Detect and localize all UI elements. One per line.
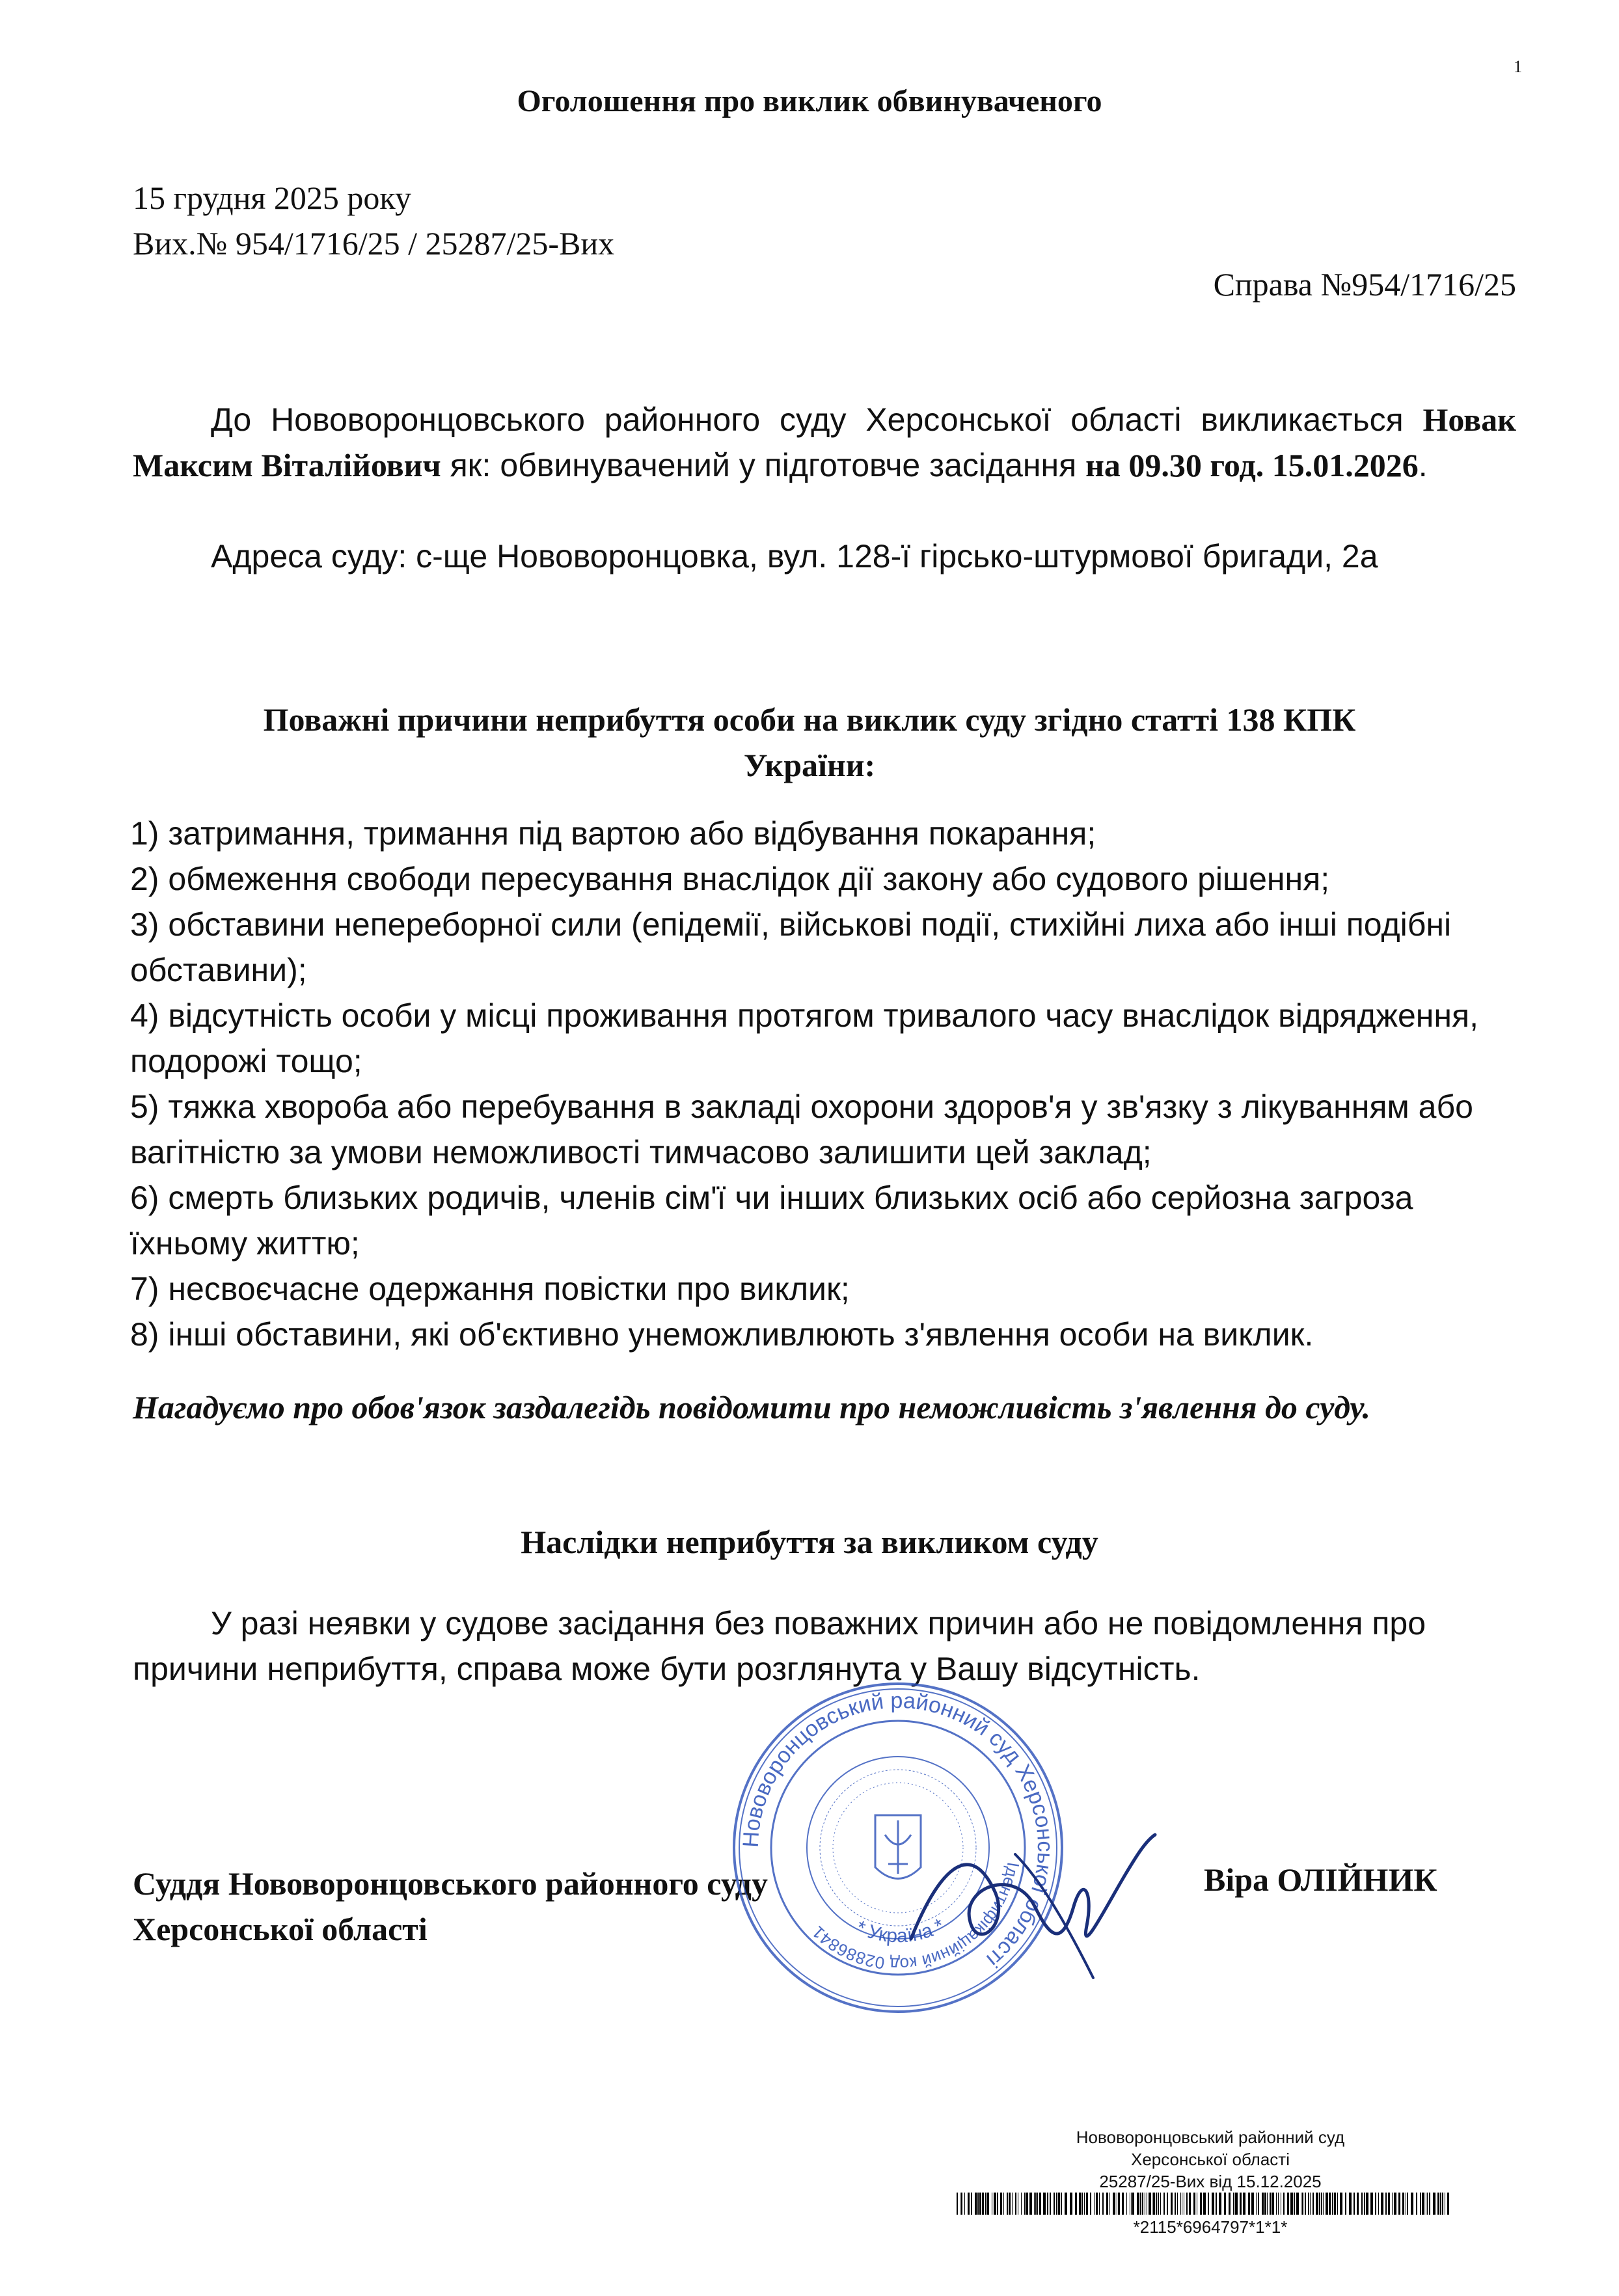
barcode-bar bbox=[1050, 2193, 1051, 2215]
barcode-bar bbox=[1276, 2193, 1277, 2215]
barcode-bar bbox=[1290, 2193, 1293, 2215]
barcode-bar bbox=[1381, 2193, 1383, 2215]
list-item: 2) обмеження свободи пересування внаслідок дії закону або судового рішення; bbox=[130, 861, 1330, 897]
barcode-bar bbox=[1153, 2193, 1155, 2215]
barcode-bar bbox=[1021, 2193, 1022, 2215]
barcode-bar bbox=[1149, 2193, 1151, 2215]
barcode-bar bbox=[1294, 2193, 1295, 2215]
barcode-bar bbox=[1326, 2193, 1328, 2215]
reasons-heading-line1: Поважні причини неприбуття особи на виклик суду згідно статті 138 КПК bbox=[263, 701, 1356, 738]
barcode-bar bbox=[1082, 2193, 1083, 2215]
reasons-list bbox=[130, 811, 1529, 1357]
defendant-name: Новак Максим Віталійович bbox=[133, 401, 1516, 483]
barcode-bar bbox=[1075, 2193, 1077, 2215]
barcode-bar bbox=[1137, 2193, 1139, 2215]
barcode-bar bbox=[1364, 2193, 1365, 2215]
hearing-time: на 09.30 год. 15.01.2026 bbox=[1085, 447, 1419, 483]
barcode-bar bbox=[961, 2193, 962, 2215]
barcode-bar bbox=[1319, 2193, 1320, 2215]
barcode-bar bbox=[1132, 2193, 1134, 2215]
barcode-bar bbox=[975, 2193, 977, 2215]
page-number: 1 bbox=[1514, 57, 1522, 76]
outgoing-number: Вих.№ 954/1716/25 / 25287/25-Вих bbox=[133, 225, 615, 262]
barcode-bar bbox=[1354, 2193, 1355, 2215]
barcode-bar bbox=[1392, 2193, 1393, 2215]
barcode-bar bbox=[1140, 2193, 1141, 2215]
judge-name: Віра ОЛІЙНИК bbox=[1204, 1861, 1437, 1898]
barcode-bar bbox=[1189, 2193, 1191, 2215]
barcode-bar bbox=[1160, 2193, 1161, 2215]
barcode-bar bbox=[1079, 2193, 1081, 2215]
consequences-text: У разі неявки у судове засідання без поважних причин або не повідомлення про причини неприбуття, справа може бути розглянута у Вашу відсутність. bbox=[133, 1605, 1426, 1687]
barcode-bar bbox=[1200, 2193, 1202, 2215]
barcode-bar bbox=[968, 2193, 970, 2215]
footer-court: Нововоронцовський районний суд bbox=[1076, 2127, 1345, 2147]
barcode-bar bbox=[1243, 2193, 1245, 2215]
barcode-bar bbox=[1224, 2193, 1226, 2215]
barcode-bar bbox=[1329, 2193, 1331, 2215]
barcode-bar bbox=[1287, 2193, 1289, 2215]
barcode-bar bbox=[1113, 2193, 1115, 2215]
barcode-bar bbox=[1003, 2193, 1004, 2215]
barcode-bar bbox=[1267, 2193, 1268, 2215]
seal-outer-text: Нововоронцовський районний суд Херсонської області bbox=[738, 1688, 1058, 1973]
barcode-bar bbox=[1366, 2193, 1368, 2215]
footer-registration: 25287/25-Вих від 15.12.2025 bbox=[1099, 2172, 1322, 2191]
barcode-bar bbox=[1402, 2193, 1404, 2215]
barcode-bar bbox=[1440, 2193, 1441, 2215]
document-title: Оголошення про виклик обвинуваченого bbox=[517, 84, 1102, 118]
barcode-bar bbox=[1203, 2193, 1206, 2215]
barcode-bar bbox=[1370, 2193, 1373, 2215]
barcode-bar bbox=[1029, 2193, 1032, 2215]
barcode-bar bbox=[997, 2193, 998, 2215]
barcode-bar bbox=[1065, 2193, 1067, 2215]
judge-position-line1: Суддя Нововоронцовського районного суду bbox=[133, 1865, 768, 1902]
list-item: 1) затримання, тримання під вартою або відбування покарання; bbox=[130, 815, 1096, 852]
barcode-bar bbox=[1084, 2193, 1085, 2215]
barcode-bar bbox=[1094, 2193, 1095, 2215]
barcode-bar bbox=[1026, 2193, 1028, 2215]
barcode bbox=[957, 2193, 1451, 2215]
barcode-bar bbox=[1310, 2193, 1311, 2215]
barcode-bar bbox=[1109, 2193, 1110, 2215]
barcode-bar bbox=[1321, 2193, 1322, 2215]
list-item: 6) смерть близьких родичів, членів сім'ї чи інших близьких осіб або серйозна загроза їхньому життю; bbox=[130, 1180, 1413, 1262]
barcode-bar bbox=[1056, 2193, 1057, 2215]
barcode-number: *2115*6964797*1*1* bbox=[1133, 2217, 1288, 2237]
barcode-bar bbox=[1357, 2193, 1359, 2215]
footer-region: Херсонської області bbox=[1131, 2150, 1290, 2169]
seal-bottom-text: * Україна * bbox=[852, 1914, 948, 1947]
barcode-bar bbox=[1126, 2193, 1127, 2215]
court-address: Адреса суду: с-ще Нововоронцовка, вул. 128-ї гірсько-штурмової бригади, 2а bbox=[211, 538, 1378, 574]
barcode-bar bbox=[1035, 2193, 1037, 2215]
barcode-bar bbox=[1437, 2193, 1439, 2215]
barcode-bar bbox=[971, 2193, 972, 2215]
barcode-bar bbox=[1447, 2193, 1449, 2215]
barcode-bar bbox=[1186, 2193, 1188, 2215]
barcode-bar bbox=[1313, 2193, 1314, 2215]
barcode-bar bbox=[1158, 2193, 1159, 2215]
barcode-bar bbox=[1305, 2193, 1306, 2215]
consequences-heading: Наслідки неприбуття за викликом суду bbox=[521, 1524, 1098, 1560]
barcode-bar bbox=[1156, 2193, 1157, 2215]
summons-paragraph bbox=[133, 397, 1516, 488]
barcode-bar bbox=[957, 2193, 958, 2215]
barcode-bar bbox=[1086, 2193, 1088, 2215]
barcode-bar bbox=[1388, 2193, 1390, 2215]
barcode-bar bbox=[1090, 2193, 1091, 2215]
barcode-bar bbox=[1212, 2193, 1214, 2215]
barcode-bar bbox=[994, 2193, 996, 2215]
case-number: Справа №954/1716/25 bbox=[1213, 266, 1516, 303]
seal-inner-text: Ідентифікаційний код 02886841 bbox=[808, 1861, 1024, 1975]
barcode-bar bbox=[1037, 2193, 1038, 2215]
barcode-bar bbox=[1394, 2193, 1396, 2215]
barcode-bar bbox=[1420, 2193, 1421, 2215]
summons-intro: До Нововоронцовського районного суду Херсонської області викликається bbox=[211, 401, 1404, 438]
barcode-bar bbox=[1175, 2193, 1176, 2215]
barcode-bar bbox=[1118, 2193, 1120, 2215]
barcode-bar bbox=[1047, 2193, 1048, 2215]
barcode-bar bbox=[1007, 2193, 1008, 2215]
barcode-bar bbox=[1034, 2193, 1035, 2215]
barcode-bar bbox=[1177, 2193, 1178, 2215]
barcode-bar bbox=[1332, 2193, 1333, 2215]
barcode-bar bbox=[1106, 2193, 1108, 2215]
summons-role: як: обвинувачений у підготовче засідання bbox=[441, 447, 1086, 483]
barcode-bar bbox=[1208, 2193, 1209, 2215]
barcode-bar bbox=[1407, 2193, 1408, 2215]
list-item: 3) обставини непереборної сили (епідемії, військові події, стихійні лиха або інші подібні обставини); bbox=[130, 906, 1452, 988]
barcode-bar bbox=[1058, 2193, 1060, 2215]
barcode-bar bbox=[1270, 2193, 1271, 2215]
barcode-bar bbox=[1433, 2193, 1435, 2215]
barcode-bar bbox=[1262, 2193, 1264, 2215]
barcode-bar bbox=[1416, 2193, 1417, 2215]
barcode-bar bbox=[1442, 2193, 1443, 2215]
barcode-bar bbox=[1233, 2193, 1234, 2215]
barcode-bar bbox=[1316, 2193, 1318, 2215]
barcode-bar bbox=[1251, 2193, 1254, 2215]
barcode-bar bbox=[964, 2193, 965, 2215]
barcode-bar bbox=[1258, 2193, 1259, 2215]
barcode-bar bbox=[1334, 2193, 1336, 2215]
barcode-bar bbox=[1009, 2193, 1011, 2215]
barcode-bar bbox=[1264, 2193, 1266, 2215]
barcode-bar bbox=[1024, 2193, 1026, 2215]
barcode-bar bbox=[1180, 2193, 1181, 2215]
barcode-bar bbox=[1102, 2193, 1104, 2215]
barcode-bar bbox=[1248, 2193, 1250, 2215]
barcode-bar bbox=[1323, 2193, 1324, 2215]
judge-position bbox=[133, 1861, 768, 1952]
barcode-bar bbox=[1429, 2193, 1430, 2215]
barcode-bar bbox=[1015, 2193, 1016, 2215]
barcode-bar bbox=[1378, 2193, 1379, 2215]
barcode-bar bbox=[1099, 2193, 1100, 2215]
barcode-bar bbox=[1000, 2193, 1002, 2215]
barcode-bar bbox=[1398, 2193, 1400, 2215]
barcode-bar bbox=[1061, 2193, 1062, 2215]
barcode-bar bbox=[1240, 2193, 1242, 2215]
barcode-bar bbox=[1039, 2193, 1041, 2215]
list-item: 5) тяжка хвороба або перебування в закладі охорони здоров'я у зв'язку з лікуванням або вагітністю за умови неможливості тимчасово залишити цей заклад; bbox=[130, 1088, 1473, 1170]
barcode-bar bbox=[1216, 2193, 1217, 2215]
barcode-bar bbox=[1283, 2193, 1285, 2215]
barcode-bar bbox=[1349, 2193, 1352, 2215]
barcode-bar bbox=[986, 2193, 989, 2215]
barcode-bar bbox=[982, 2193, 984, 2215]
barcode-bar bbox=[1278, 2193, 1279, 2215]
barcode-bar bbox=[1308, 2193, 1309, 2215]
barcode-bar bbox=[1345, 2193, 1346, 2215]
barcode-bar bbox=[1235, 2193, 1238, 2215]
barcode-bar bbox=[1427, 2193, 1428, 2215]
barcode-bar bbox=[1070, 2193, 1072, 2215]
barcode-bar bbox=[985, 2193, 986, 2215]
barcode-bar bbox=[1163, 2193, 1165, 2215]
barcode-bar bbox=[1142, 2193, 1143, 2215]
barcode-bar bbox=[1193, 2193, 1195, 2215]
barcode-bar bbox=[1302, 2193, 1303, 2215]
barcode-bar bbox=[1229, 2193, 1231, 2215]
barcode-bar bbox=[1131, 2193, 1132, 2215]
barcode-bar bbox=[1385, 2193, 1387, 2215]
barcode-bar bbox=[1122, 2193, 1124, 2215]
barcode-bar bbox=[1361, 2193, 1363, 2215]
list-item: 4) відсутність особи у місці проживання протягом тривалого часу внаслідок відрядження, подорожі тощо; bbox=[130, 997, 1478, 1079]
document-date: 15 грудня 2025 року bbox=[133, 180, 411, 216]
reasons-heading-line2: України: bbox=[743, 747, 876, 783]
barcode-bar bbox=[1219, 2193, 1221, 2215]
barcode-bar bbox=[1411, 2193, 1413, 2215]
barcode-bar bbox=[1337, 2193, 1338, 2215]
barcode-bar bbox=[1272, 2193, 1274, 2215]
judge-position-line2: Херсонської області bbox=[133, 1911, 428, 1947]
barcode-bar bbox=[1167, 2193, 1168, 2215]
barcode-bar bbox=[1171, 2193, 1173, 2215]
reminder-text: Нагадуємо про обов'язок заздалегідь повідомити про неможливість з'явлення до суду. bbox=[133, 1389, 1370, 1425]
list-item: 8) інші обставини, які об'єктивно унеможливлюють з'явлення особи на виклик. bbox=[130, 1316, 1314, 1353]
barcode-bar bbox=[1096, 2193, 1098, 2215]
barcode-bar bbox=[979, 2193, 981, 2215]
barcode-bar bbox=[1422, 2193, 1424, 2215]
barcode-bar bbox=[1054, 2193, 1055, 2215]
list-item: 7) несвоєчасне одержання повістки про виклик; bbox=[130, 1271, 850, 1307]
barcode-bar bbox=[1256, 2193, 1257, 2215]
barcode-bar bbox=[1296, 2193, 1299, 2215]
barcode-bar bbox=[1353, 2193, 1354, 2215]
barcode-bar bbox=[977, 2193, 979, 2215]
barcode-bar bbox=[1375, 2193, 1376, 2215]
handwritten-signature bbox=[898, 1796, 1158, 1991]
barcode-bar bbox=[1012, 2193, 1013, 2215]
barcode-bar bbox=[1043, 2193, 1046, 2215]
summons-end: . bbox=[1418, 447, 1428, 483]
barcode-bar bbox=[1340, 2193, 1342, 2215]
